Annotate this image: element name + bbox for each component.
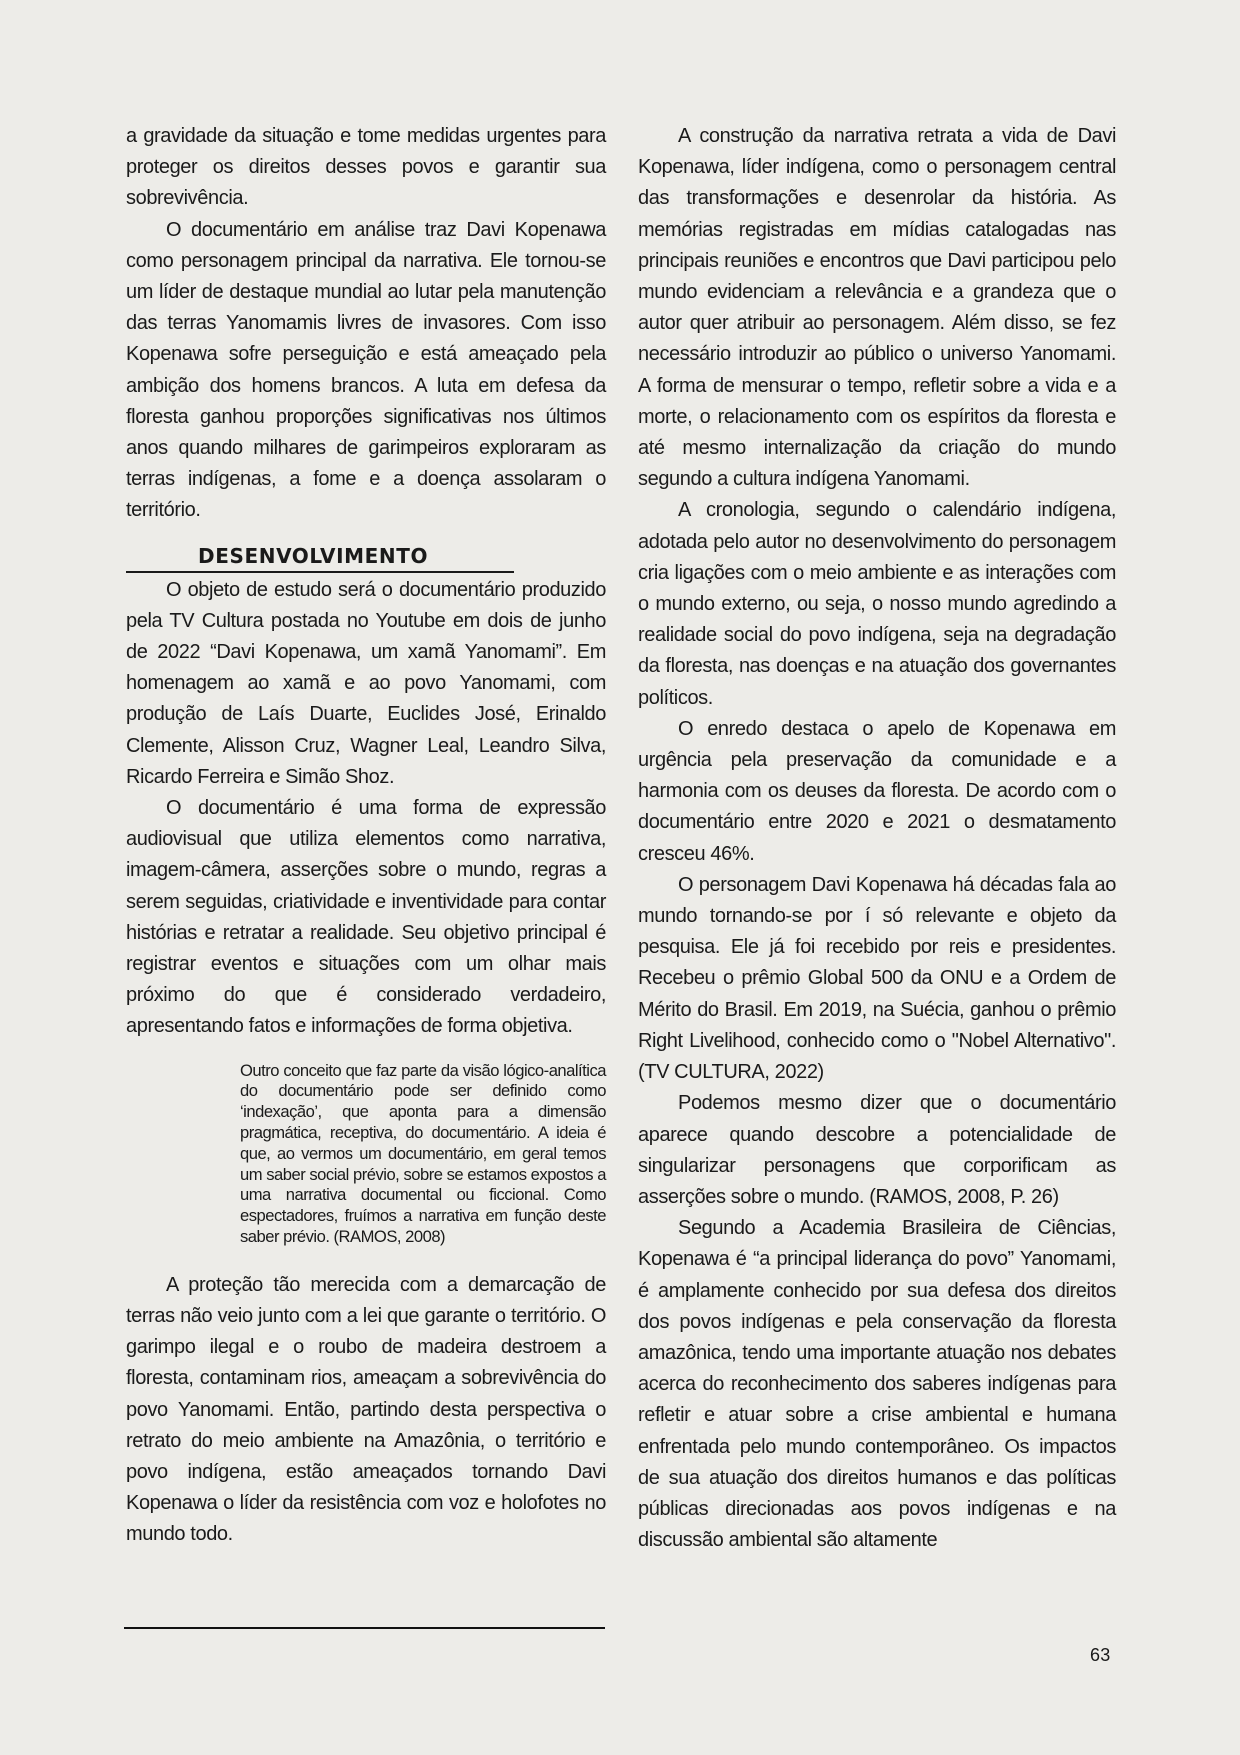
paragraph: a gravidade da situação e tome medidas urgentes para proteger os direitos desses povos e garantir sua sobrevivência. (126, 125, 606, 210)
page-number: 63 (1090, 1645, 1111, 1665)
paragraph: Podemos mesmo dizer que o documentário aparece quando descobre a potencialidade de singularizar personagens que corporificam as asserções sobre o mundo. (RAMOS, 2008, P. 26) (638, 1092, 1116, 1208)
paragraph: O personagem Davi Kopenawa há décadas fala ao mundo tornando-se por í só relevante e objeto da pesquisa. Ele já foi recebido por reis e presidentes. Recebeu o prêmio Global 500 da ONU e a Ordem de Mérito do Brasil. Em 2019, na Suécia, ganhou o prêmio Right Livelihood, conhecido como o "Nobel Alternativo". (TV CULTURA, 2022) (638, 873, 1116, 1084)
paragraph: Segundo a Academia Brasileira de Ciências, Kopenawa é “a principal liderança do povo” Yanomami, é amplamente conhecido por sua defesa dos direitos dos povos indígenas e pela conservação da floresta amazônica, tendo uma importante atuação nos debates acerca do reconhecimento dos saberes indígenas para refletir e atuar sobre a crise ambiental e humana enfrentada pelo mundo contemporâneo. Os impactos de sua atuação dos direitos humanos e das políticas públicas direcionadas aos povos indígenas e na discussão ambiental são altamente (638, 1217, 1116, 1552)
left-column (126, 121, 606, 1551)
paragraph: O documentário é uma forma de expressão audiovisual que utiliza elementos como narrativa, imagem-câmera, asserções sobre o mundo, regras a serem seguidas, criatividade e inventividade para contar histórias e retratar a realidade. Seu objetivo principal é registrar eventos e situações com um olhar mais próximo do que é considerado verdadeiro, apresentando fatos e informações de forma objetiva. (126, 797, 606, 1038)
paragraph: O documentário em análise traz Davi Kopenawa como personagem principal da narrativa. Ele tornou-se um líder de destaque mundial ao lutar pela manutenção das terras Yanomamis livres de invasores. Com isso Kopenawa sofre perseguição e está ameaçado pela ambição dos homens brancos. A luta em defesa da floresta ganhou proporções significativas nos últimos anos quando milhares de garimpeiros exploraram as terras indígenas, a fome e a doença assolaram o território. (126, 218, 606, 522)
right-column (638, 121, 1116, 1556)
section-heading: DESENVOLVIMENTO (198, 543, 429, 568)
footnote-divider (124, 1627, 605, 1629)
paragraph: O enredo destaca o apelo de Kopenawa em urgência pela preservação da comunidade e a harmonia com os deuses da floresta. De acordo com o documentário entre 2020 e 2021 o desmatamento cresceu 46%. (638, 717, 1116, 865)
block-quote: Outro conceito que faz parte da visão lógico-analítica do documentário pode ser definido como ‘indexação’, que aponta para a dimensão pragmática, receptiva, do documentário. A ideia é que, ao vermos um documentário, em geral temos um saber social prévio, sobre se estamos expostos a uma narrativa documental ou ficcional. Como espectadores, fruímos a narrativa em função deste saber prévio. (RAMOS, 2008) (240, 1060, 606, 1247)
section-heading-underline (126, 541, 514, 573)
paragraph: O objeto de estudo será o documentário produzido pela TV Cultura postada no Youtube em dois de junho de 2022 “Davi Kopenawa, um xamã Yanomami”. Em homenagem ao xamã e ao povo Yanomami, com produção de Laís Duarte, Euclides José, Erinaldo Clemente, Alisson Cruz, Wagner Leal, Leandro Silva, Ricardo Ferreira e Simão Shoz. (126, 578, 606, 788)
paragraph: A cronologia, segundo o calendário indígena, adotada pelo autor no desenvolvimento do personagem cria ligações com o meio ambiente e as interações com o mundo externo, ou seja, o nosso mundo agredindo a realidade social do povo indígena, seja na degradação da floresta, nas doenças e na atuação dos governantes políticos. (638, 499, 1116, 709)
paragraph: A construção da narrativa retrata a vida de Davi Kopenawa, líder indígena, como o personagem central das transformações e desenrolar da história. As memórias registradas em mídias catalogadas nas principais reuniões e encontros que Davi participou pelo mundo evidenciam a relevância e a grandeza que o autor quer atribuir ao personagem. Além disso, se fez necessário introduzir ao público o universo Yanomami. A forma de mensurar o tempo, refletir sobre a vida e a morte, o relacionamento com os espíritos da floresta e até mesmo internalização da criação do mundo segundo a cultura indígena Yanomami. (638, 125, 1116, 491)
paragraph: A proteção tão merecida com a demarcação de terras não veio junto com a lei que garante o território. O garimpo ilegal e o roubo de madeira destroem a floresta, contaminam rios, ameaçam a sobrevivência do povo Yanomami. Então, partindo desta perspectiva o retrato do meio ambiente na Amazônia, o território e povo indígena, estão ameaçados tornando Davi Kopenawa o líder da resistência com voz e holofotes no mundo todo. (126, 1273, 606, 1546)
